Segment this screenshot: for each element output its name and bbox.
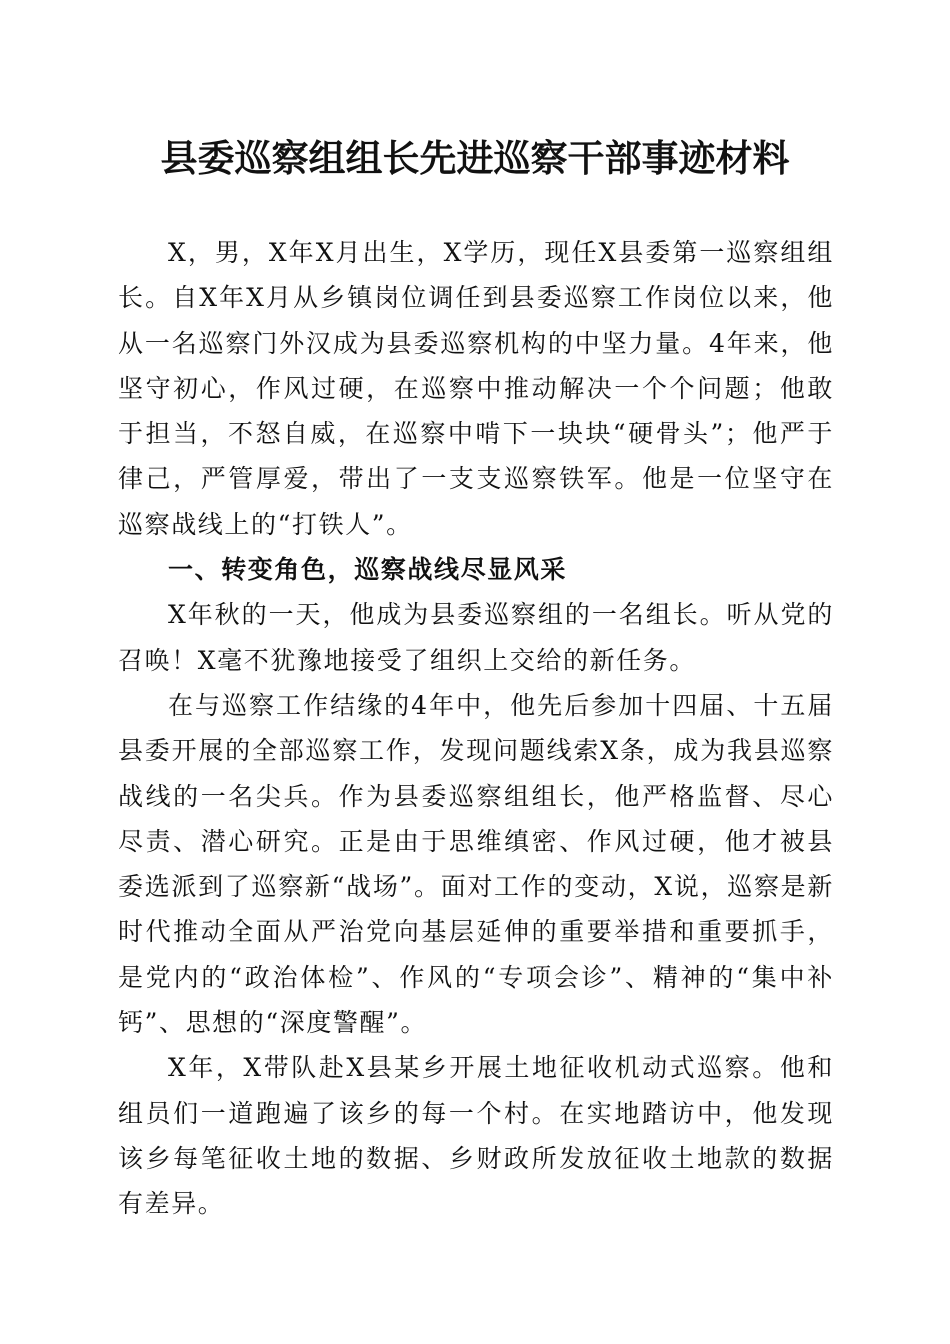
document-title: 县委巡察组组长先进巡察干部事迹材料 bbox=[160, 136, 790, 180]
paragraph-land-inspection: X年，X带队赴X县某乡开展土地征收机动式巡察。他和组员们一道跑遍了该乡的每一个村。在实地踏访中，他发现该乡每笔征收土地的数据、乡财政所发放征收土地款的数据有差异。 bbox=[118, 1053, 834, 1219]
paragraph-intro: X，男，X年X月出生，X学历，现任X县委第一巡察组组长。自X年X月从乡镇岗位调任到县委巡察工作岗位以来，他从一名巡察门外汉成为县委巡察机构的中坚力量。4年来，他坚守初心，作风过硬，在巡察中推动解决一个个问题；他敢于担当，不怒自威，在巡察中啃下一块块“硬骨头”；他严于律己，严管厚爱，带出了一支支巡察铁军。他是一位坚守在巡察战线上的“打铁人”。 bbox=[118, 238, 834, 539]
paragraph-four-years: 在与巡察工作结缘的4年中，他先后参加十四届、十五届县委开展的全部巡察工作，发现问题线索X条，成为我县巡察战线的一名尖兵。作为县委巡察组组长，他严格监督、尽心尽责、潜心研究。正是由于思维缜密、作风过硬，他才被县委选派到了巡察新“战场”。面对工作的变动，X说，巡察是新时代推动全面从严治党向基层延伸的重要举措和重要抓手，是党内的“政治体检”、作风的“专项会诊”、精神的“集中补钙”、思想的“深度警醒”。 bbox=[118, 690, 834, 1038]
document-body bbox=[118, 230, 834, 1227]
paragraph-autumn: X年秋的一天，他成为县委巡察组的一名组长。听从党的召唤！X毫不犹豫地接受了组织上交给的新任务。 bbox=[118, 600, 834, 675]
section-heading: 一、转变角色，巡察战线尽显风采 bbox=[168, 555, 568, 585]
